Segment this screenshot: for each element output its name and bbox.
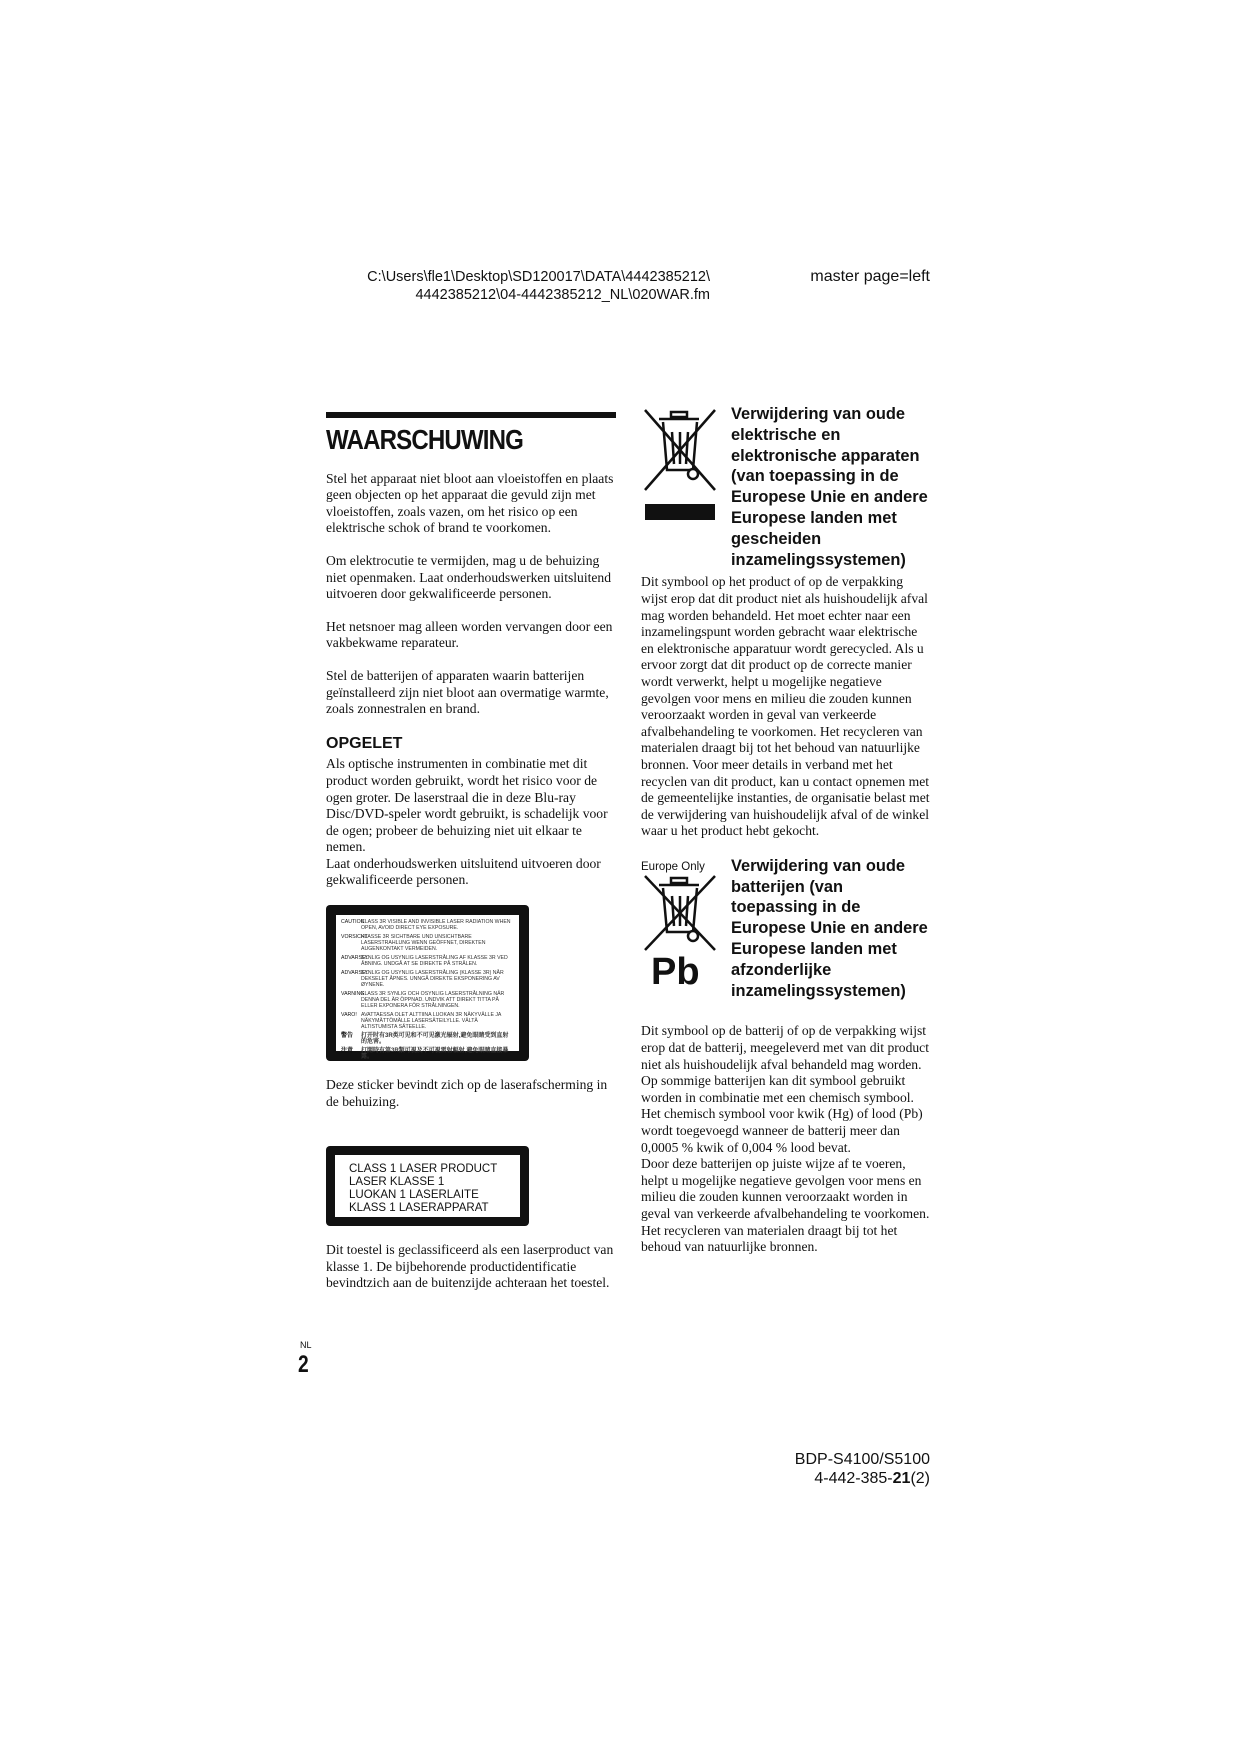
battery-paragraph-1: Dit symbool op de batterij of op de verpakking wijst erop dat de batterij, meegeleverd met van dit product niet als huishoudelijk afval behandeld mag worden. <box>641 1023 929 1072</box>
sticker-caption: Deze sticker bevindt zich op de laserafscherming in de behuizing. <box>326 1077 608 1109</box>
sticker-row-text: SYNLIG OG USYNLIG LASERSTRÅLING AF KLASSE 3R VED ÅBNING. UNDGÅ AT SE DIREKTE PÅ STRÅLEN. <box>361 955 508 968</box>
file-path-line1: C:\Users\fle1\Desktop\SD120017\DATA\4442385212\ <box>367 269 710 285</box>
sticker-row <box>341 991 514 1009</box>
sticker-row-text: KLASS 3R SYNLIG OCH OSYNLIG LASERSTRÅLNING NÄR DENNA DEL ÄR ÖPPNAD. UNDVIK ATT DIREKT TITTA PÅ ELLER EXPONERA FÖR STRÅLNINGEN. <box>361 991 505 1010</box>
sticker-row <box>341 1012 514 1030</box>
document-code-prefix: 4-442-385- <box>814 1470 893 1487</box>
sticker-row-text: 打開時有第3R類可視及不可視雷射輻射,避免眼睛直接暴露。 <box>361 1048 509 1061</box>
page-language-code: NL <box>300 1340 312 1350</box>
sticker-row-text: CLASS 3R VISIBLE AND INVISIBLE LASER RADIATION WHEN OPEN, AVOID DIRECT EYE EXPOSURE. <box>361 919 511 932</box>
sticker-row-label: VARNING <box>341 991 365 998</box>
lead-chemical-symbol: Pb <box>651 951 700 994</box>
sticker-row-label: 注意 <box>341 1048 354 1055</box>
crossed-bin-icon <box>641 404 721 524</box>
sticker-row <box>341 1033 514 1045</box>
laser-warning-sticker-body <box>336 915 519 1061</box>
class1-laser-label <box>326 1146 529 1226</box>
title-rule <box>326 412 616 418</box>
battery-title: Verwijdering van oude batterijen (van toepassing in de Europese Unie en andere Europese landen met afzonderlijke inzamelingssystemen) <box>731 856 928 1000</box>
caution-paragraph-2: Laat onderhoudswerken uitsluitend uitvoeren door gekwalificeerde personen. <box>326 855 601 888</box>
right-column <box>641 404 931 1256</box>
page-number: 2 <box>298 1351 309 1378</box>
sticker-row-text: SYNLIG OG USYNLIG LASERSTRÅLING (KLASSE 3R) NÅR DEKSELET ÅPNES. UNNGÅ DIREKTE EKSPONERING AV ØYNENE. <box>361 970 504 989</box>
battery-paragraph-2: Op sommige batterijen kan dit symbool gebruikt worden in combinatie met een chemisch symbool. Het chemisch symbool voor kwik (Hg) of lood (Pb) wordt toegevoegd wanneer de batterij meer dan 0,0005 % kwik of 0,004 % lood bevat. <box>641 1073 923 1155</box>
class-label-line: CLASS 1 LASER PRODUCT <box>349 1163 498 1176</box>
file-path-line2: 4442385212\04-4442385212_NL\020WAR.fm <box>415 287 710 303</box>
sticker-row-label: ADVARSEL <box>341 970 369 977</box>
battery-section-header <box>641 856 931 1002</box>
sticker-row-text: KLASSE 3R SICHTBARE UND UNSICHTBARE LASERSTRAHLUNG WENN GEÖFFNET, DIREKTEN AUGENKONTAKT VERMEIDEN. <box>361 934 486 953</box>
class-label-line: LUOKAN 1 LASERLAITE <box>349 1189 479 1202</box>
sticker-row-label: 警告 <box>341 1033 354 1040</box>
footer <box>700 1450 930 1488</box>
document-code-suffix: (2) <box>910 1470 930 1487</box>
sticker-row <box>341 919 514 931</box>
sticker-row <box>341 970 514 988</box>
page-title: WAARSCHUWING <box>326 424 524 455</box>
weee-paragraph: Dit symbool op het product of op de verpakking wijst erop dat dit product niet als huishoudelijk afval mag worden behandeld. Het moet echter naar een inzamelingspunt worden gebracht waar elektrische en elektronische apparatuur wordt gerecycled. Als u ervoor zorgt dat dit product op de correcte manier wordt verwerkt, helpt u mogelijke negatieve gevolgen voor mens en milieu die zouden kunnen veroorzaakt worden in geval van verkeerde afvalbehandeling te voorkomen. Het recycleren van materialen draagt bij tot het behoud van natuurlijke bronnen. Voor meer details in verband met het recyclen van dit product, kan u contact opnemen met de gemeentelijke instanties, de organisatie belast met de verwijdering van huishoudelijk afval of de winkel waar u het product hebt gekocht. <box>641 574 930 839</box>
master-page-label: master page=left <box>810 268 930 285</box>
sticker-row-text: 打开时有3R类可见和不可见激光辐射,避免眼睛受到直射的危害。 <box>361 1033 509 1046</box>
caution-paragraph-1: Als optische instrumenten in combinatie met dit product worden gebruikt, wordt het risico voor de ogen groter. De laserstraal die in deze Blu-ray Disc/DVD-speler wordt gebruikt, is schadelijk voor de ogen; probeer de behuizing niet uit elkaar te nemen. <box>326 756 608 855</box>
sticker-row-label: VARO! <box>341 1012 357 1019</box>
file-path <box>300 268 710 304</box>
class-label-line: KLASS 1 LASERAPPARAT <box>349 1202 489 1215</box>
warning-paragraph-4: Stel de batterijen of apparaten waarin batterijen geïnstalleerd zijn niet bloot aan overmatige warmte, zoals zonnestralen en brand. <box>326 667 609 717</box>
crossed-bin-battery-icon <box>641 874 721 954</box>
sticker-row <box>341 934 514 952</box>
sticker-row-label: ADVARSEL <box>341 955 369 962</box>
europe-only-badge: Europe Only <box>641 860 705 873</box>
caution-heading: OPGELET <box>326 734 403 752</box>
sticker-row <box>341 1048 514 1060</box>
weee-symbol <box>641 404 731 570</box>
battery-symbol <box>641 856 731 1002</box>
warning-paragraph-3: Het netsnoer mag alleen worden vervangen door een vakbekwame reparateur. <box>326 618 613 651</box>
class-label-line: LASER KLASSE 1 <box>349 1176 445 1189</box>
classification-paragraph: Dit toestel is geclassificeerd als een laserproduct van klasse 1. De bijbehorende productidentificatie bevindtzich aan de buitenzijde achteraan het toestel. <box>326 1242 614 1291</box>
battery-paragraph-3: Door deze batterijen op juiste wijze af te voeren, helpt u mogelijke negatieve gevolgen voor mens en milieu die zouden kunnen veroorzaakt worden in geval van verkeerde afvalbehandeling te voorkomen. Het recycleren van materialen draagt bij tot het behoud van natuurlijke bronnen. <box>641 1156 930 1255</box>
document-code-bold: 21 <box>892 1470 911 1487</box>
sticker-row-label: CAUTION <box>341 919 365 926</box>
class1-laser-label-body <box>335 1155 520 1217</box>
weee-title: Verwijdering van oude elektrische en elektronische apparaten (van toepassing in de Europese Unie en andere Europese landen met gescheiden inzamelingssystemen) <box>731 405 928 569</box>
laser-warning-sticker <box>326 905 529 1061</box>
document-code <box>700 1469 930 1488</box>
weee-section-header <box>641 404 931 570</box>
warning-paragraph-2: Om elektrocutie te vermijden, mag u de behuizing niet openmaken. Laat onderhoudswerken uitsluitend uitvoeren door gekwalificeerde personen. <box>326 552 612 602</box>
warning-paragraph-1: Stel het apparaat niet bloot aan vloeistoffen en plaats geen objecten op het apparaat die gevuld zijn met vloeistoffen, zoals vazen, om het risico op een elektrische schok of brand te voorkomen. <box>326 470 614 536</box>
left-column <box>326 412 616 1292</box>
sticker-row-label: VORSICHT <box>341 934 368 941</box>
model-number: BDP-S4100/S5100 <box>794 1451 930 1468</box>
sticker-row-text: AVATTAESSA OLET ALTTIINA LUOKAN 3R NÄKYVÄLLE JA NÄKYMÄTTÖMÄLLE LASERSÄTEILYLLE. VÄLTÄ ALTISTUMISTA SÄTEELLE. <box>361 1012 502 1031</box>
sticker-row <box>341 955 514 967</box>
